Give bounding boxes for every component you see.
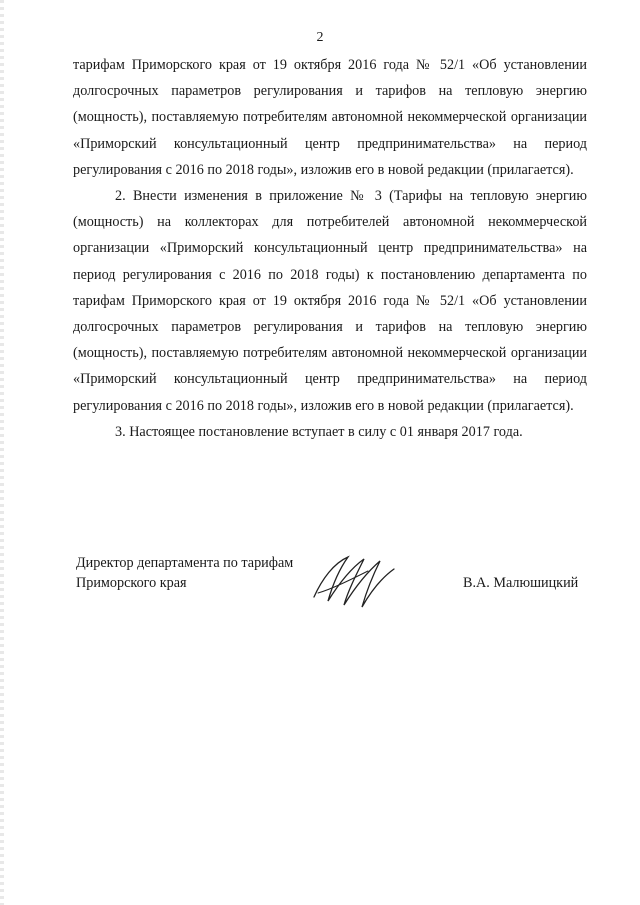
paragraph-item-2: 2. Внести изменения в приложение № 3 (Тарифы на тепловую энергию (мощность) на коллекторах для потребителей автономной некоммерческой организации «Приморский консультационный центр предпринимательства» на период регулирования с 2016 по 2018 годы) к постановлению департамента по тарифам Приморского края от 19 октября 2016 года № 52/1 «Об установлении долгосрочных параметров регулирования и тарифов на тепловую энергию (мощность), поставляемую потребителям автономной некоммерческой организации «Приморский консультационный центр предпринимательства» на период регулирования с 2016 по 2018 годы», изложив его в новой редакции (прилагается). — [73, 188, 587, 414]
signatory-title-line-1: Директор департамента по тарифам — [76, 555, 294, 571]
signatory-title-line-2: Приморского края — [76, 575, 187, 591]
document-body — [73, 52, 587, 445]
paragraph-continuation: тарифам Приморского края от 19 октября 2016 года № 52/1 «Об установлении долгосрочных параметров регулирования и тарифов на тепловую энергию (мощность), поставляемую потребителям автономной некоммерческой организации «Приморский консультационный центр предпринимательства» на период регулирования с 2016 по 2018 годы», изложив его в новой редакции (прилагается). — [73, 57, 587, 178]
signatory-name: В.А. Малюшицкий — [463, 575, 579, 591]
scan-edge — [0, 0, 4, 905]
signature-block — [0, 553, 640, 633]
page-number: 2 — [316, 30, 324, 45]
paragraph-item-3: 3. Настоящее постановление вступает в силу с 01 января 2017 года. — [115, 423, 523, 440]
signatory-title — [76, 553, 293, 593]
handwritten-signature — [308, 549, 400, 611]
